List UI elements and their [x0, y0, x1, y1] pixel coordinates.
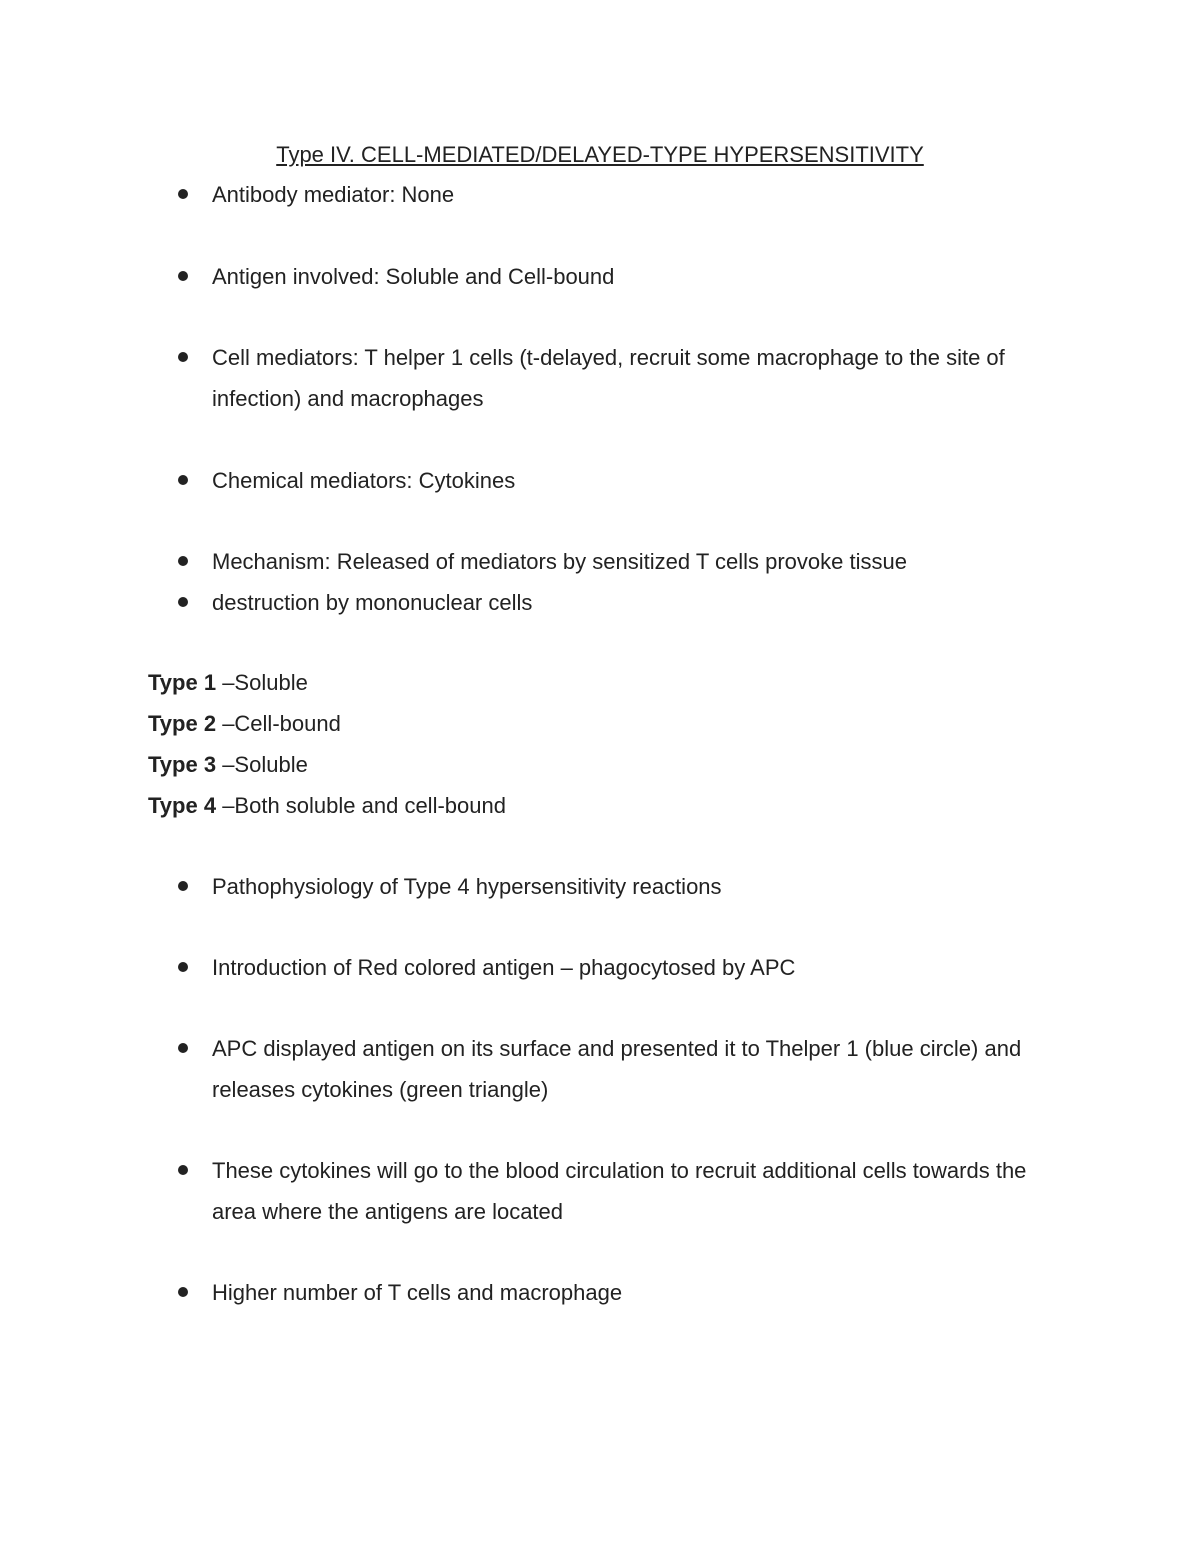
list-item-text: Introduction of Red colored antigen – phagocytosed by APC [212, 955, 796, 980]
page-title: Type IV. CELL-MEDIATED/DELAYED-TYPE HYPERSENSITIVITY [276, 142, 924, 167]
list-item-text: Antibody mediator: None [212, 182, 455, 207]
type-line [148, 662, 308, 703]
list-item [178, 866, 1058, 907]
list-item-text: Antigen involved: Soluble and Cell-bound [212, 264, 615, 289]
list-item [178, 460, 1058, 501]
bullet-icon [178, 271, 188, 281]
type-line [148, 703, 341, 744]
list-item-text: Pathophysiology of Type 4 hypersensitivity reactions [212, 874, 722, 899]
list-item-text: destruction by mononuclear cells [212, 590, 533, 615]
list-item [178, 541, 1058, 582]
list-item-text: Chemical mediators: Cytokines [212, 468, 516, 493]
bullet-icon [178, 1165, 188, 1175]
type-value: –Both soluble and cell-bound [222, 793, 506, 818]
type-value: –Soluble [222, 670, 308, 695]
list-item-text: Higher number of T cells and macrophage [212, 1280, 623, 1305]
list-item [178, 174, 1058, 215]
bullet-icon [178, 189, 188, 199]
type-label: Type 4 [148, 793, 217, 818]
bullet-icon [178, 475, 188, 485]
bullet-icon [178, 1043, 188, 1053]
type-value: –Soluble [222, 752, 308, 777]
list-item [178, 1272, 1058, 1313]
type-label: Type 3 [148, 752, 217, 777]
list-item [178, 337, 1058, 419]
type-label: Type 2 [148, 711, 217, 736]
bullet-icon [178, 1287, 188, 1297]
type-label: Type 1 [148, 670, 217, 695]
type-line [148, 744, 308, 785]
type-line [148, 785, 506, 826]
list-item [178, 256, 1058, 297]
list-item [178, 1028, 1058, 1110]
list-item-text: These cytokines will go to the blood circulation to recruit additional cells towards the area where the antigens are located [212, 1158, 1027, 1224]
list-item [178, 947, 1058, 988]
list-item-text: Cell mediators: T helper 1 cells (t-delayed, recruit some macrophage to the site of infection) and macrophages [212, 345, 1005, 411]
bullet-icon [178, 881, 188, 891]
bullet-icon [178, 962, 188, 972]
bullet-icon [178, 352, 188, 362]
type-value: –Cell-bound [222, 711, 341, 736]
bullet-icon [178, 597, 188, 607]
list-item [178, 582, 1058, 623]
list-item-text: Mechanism: Released of mediators by sensitized T cells provoke tissue [212, 549, 907, 574]
list-item [178, 1150, 1058, 1232]
bullet-icon [178, 556, 188, 566]
list-item-text: APC displayed antigen on its surface and presented it to Thelper 1 (blue circle) and releases cytokines (green triangle) [212, 1036, 1022, 1102]
